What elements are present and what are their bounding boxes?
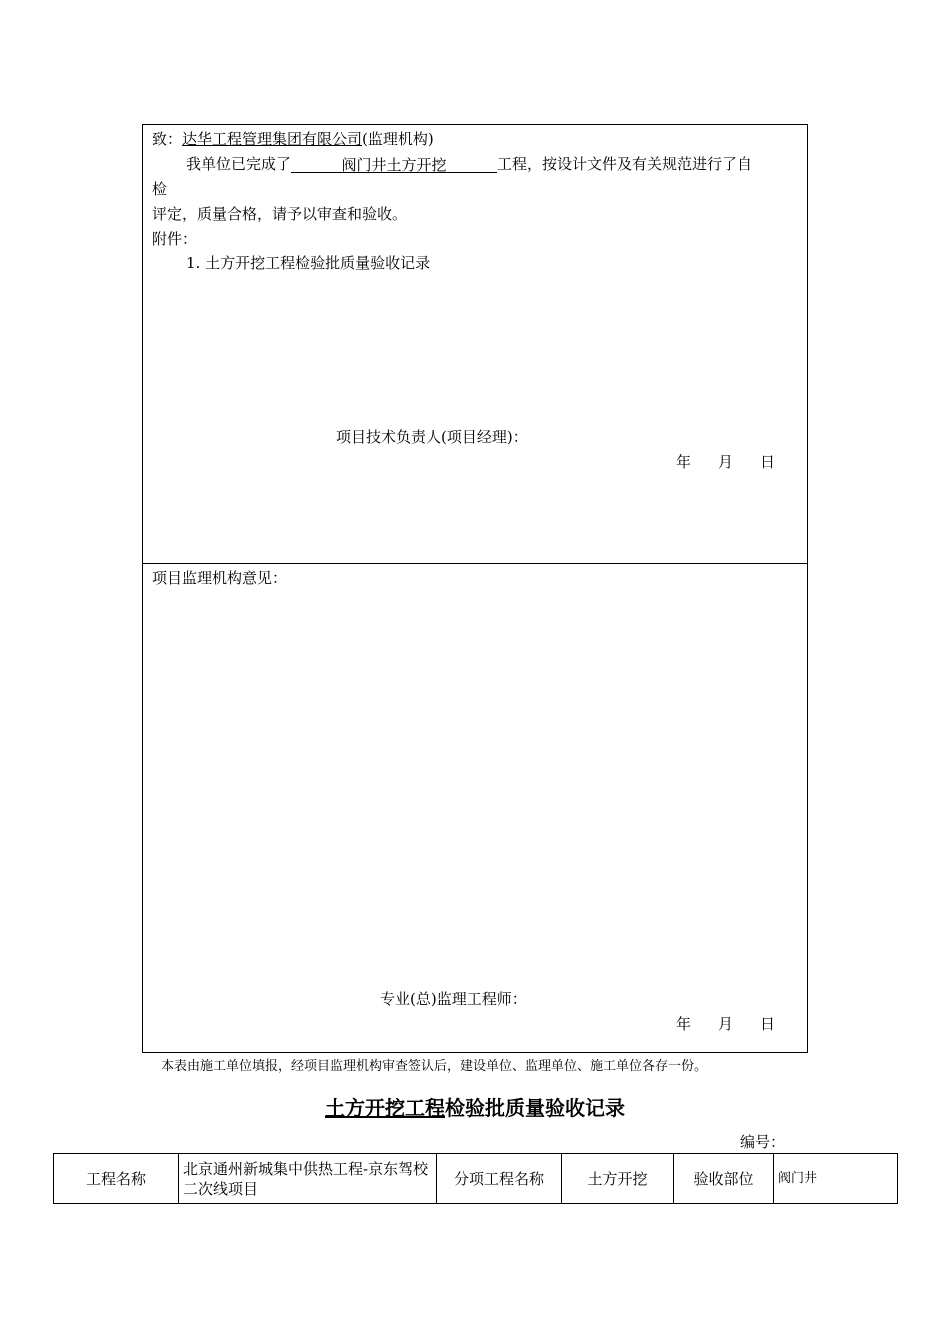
subitem-name-value: 土方开挖 <box>562 1154 674 1204</box>
subitem-name-label: 分项工程名称 <box>437 1154 562 1204</box>
date-day-2: 日 <box>760 1015 776 1033</box>
attachment-label: 附件： <box>152 230 198 248</box>
attachment-item: 1. 土方开挖工程检验批质量验收记录 <box>186 254 431 272</box>
record-title-underlined: 土方开挖工程 <box>325 1096 445 1120</box>
project-name-value: 北京通州新城集中供热工程-京东驾校二次线项目 <box>179 1154 437 1204</box>
record-title <box>0 1092 950 1121</box>
date-month-1: 月 <box>718 453 734 471</box>
acceptance-part-value: 阀门井 <box>774 1154 898 1204</box>
form-footnote: 本表由施工单位填报，经项目监理机构审查签认后，建设单位、监理单位、施工单位各存一份。 <box>161 1059 708 1074</box>
technical-lead-signature-label: 项目技术负责人(项目经理)： <box>336 428 528 446</box>
date-year-2: 年 <box>676 1015 692 1033</box>
addressee-line <box>152 130 434 148</box>
acceptance-part-label: 验收部位 <box>674 1154 774 1204</box>
addressee-suffix: (监理机构) <box>362 130 434 148</box>
project-item-blank <box>291 156 497 173</box>
project-item: 阀门井土方开挖 <box>341 156 447 174</box>
date-day-1: 日 <box>760 453 776 471</box>
record-info-table <box>53 1153 898 1204</box>
completion-statement <box>186 155 752 173</box>
table-row <box>54 1154 898 1204</box>
serial-number-label: 编号： <box>740 1133 786 1151</box>
completion-wrap: 检 <box>152 180 168 198</box>
addressee-prefix: 致： <box>152 130 183 148</box>
supervision-opinion-label: 项目监理机构意见： <box>152 569 288 587</box>
date-year-1: 年 <box>676 453 692 471</box>
quality-statement: 评定，质量合格，请予以审查和验收。 <box>152 205 408 223</box>
supervising-engineer-label: 专业(总)监理工程师： <box>380 990 527 1008</box>
record-title-rest: 检验批质量验收记录 <box>445 1096 625 1120</box>
completion-suffix: 工程，按设计文件及有关规范进行了自 <box>497 155 753 173</box>
application-section <box>142 124 808 564</box>
date-month-2: 月 <box>718 1015 734 1033</box>
completion-prefix: 我单位已完成了 <box>186 155 292 173</box>
project-name-label: 工程名称 <box>54 1154 179 1204</box>
addressee-company: 达华工程管理集团有限公司 <box>182 130 363 148</box>
supervision-opinion-section <box>142 563 808 1053</box>
